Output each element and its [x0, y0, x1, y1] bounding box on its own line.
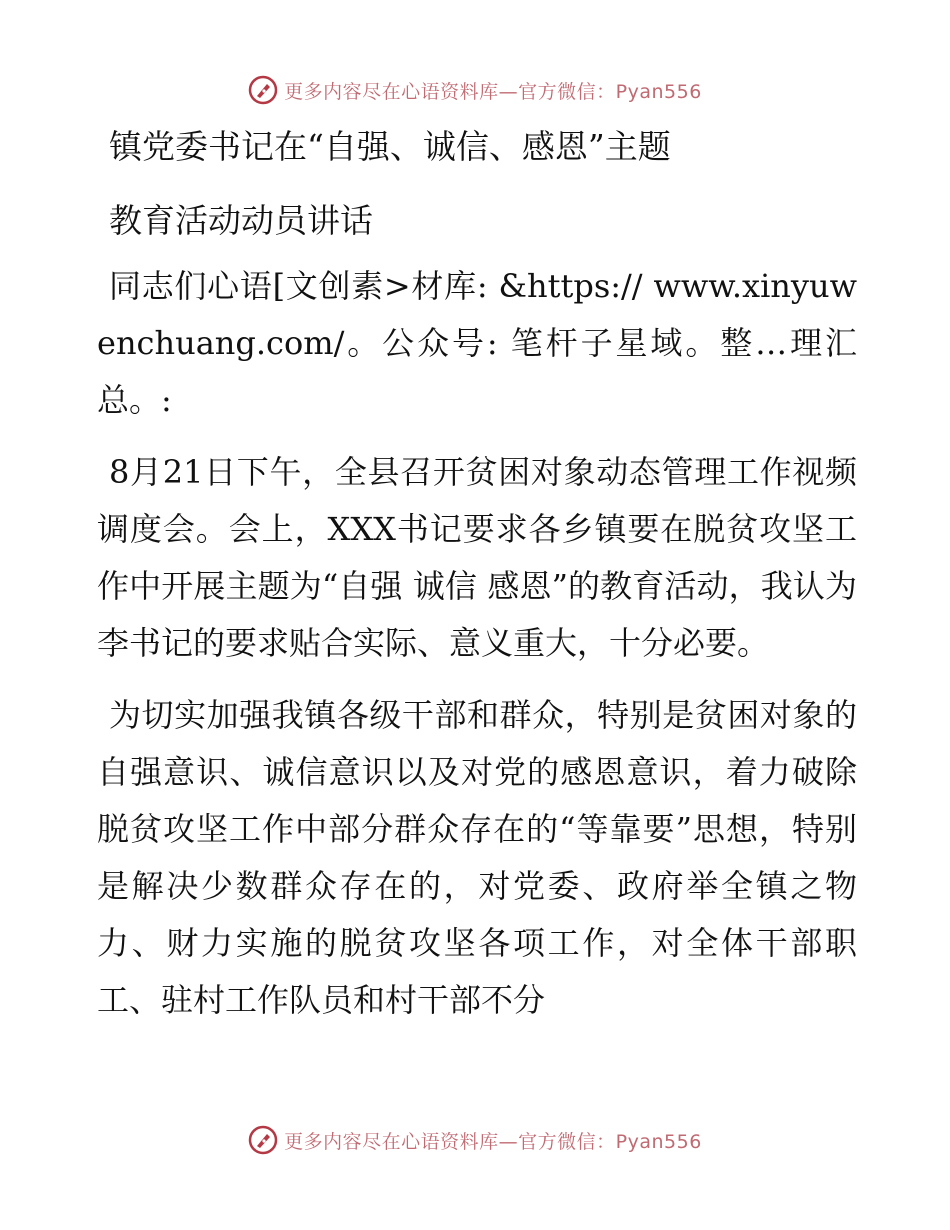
footer-watermark — [0, 1120, 950, 1160]
header-watermark — [0, 70, 950, 110]
document-title-line-1: 镇党委书记在“自强、诚信、感恩”主题 — [109, 127, 671, 166]
body-paragraph-2: 为切实加强我镇各级干部和群众，特别是贫困对象的自强意识、诚信意识以及对党的感恩意识，着力破除脱贫攻坚工作中部分群众存在的“等靠要”思想，特别是解决少数群众存在的，对党委、政府举全镇之物力、财力实施的脱贫攻坚各项工作，对全体干部职工、驻村工作队员和村干部不分 — [97, 696, 857, 1019]
body-paragraph-1: 8月21日下午，全县召开贫困对象动态管理工作视频调度会。会上，XXX书记要求各乡镇要在脱贫攻坚工作中开展主题为“自强 诚信 感恩”的教育活动，我认为李书记的要求贴合实际、意义重大，十分必要。 — [97, 453, 857, 662]
document-body — [97, 118, 857, 1029]
intro-paragraph: 同志们心语[文创素>材库: &https:// www.xinyuwenchuang.com/。公众号: 笔杆子星域。整…理汇总。: — [97, 267, 857, 419]
pen-nib-icon — [248, 1125, 278, 1155]
watermark-text: 更多内容尽在心语资料库—官方微信：Pyan556 — [284, 1130, 702, 1153]
watermark-text: 更多内容尽在心语资料库—官方微信：Pyan556 — [284, 80, 702, 103]
pen-nib-icon — [248, 75, 278, 105]
document-title-line-2: 教育活动动员讲话 — [109, 201, 373, 240]
